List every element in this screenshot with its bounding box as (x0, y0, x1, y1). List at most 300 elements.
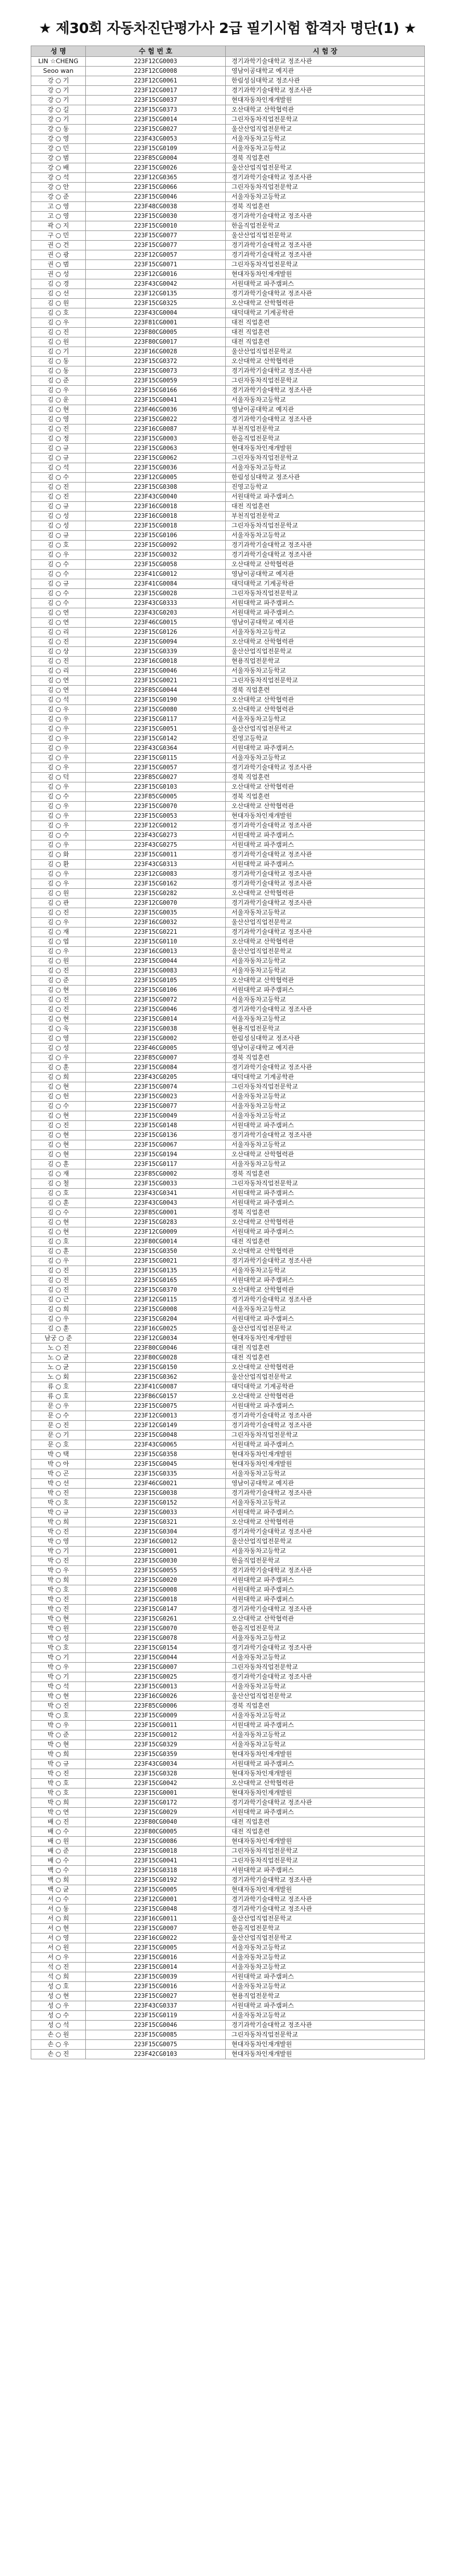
table-row (31, 647, 425, 657)
cell-exam-number: 223F15CG0011 (86, 850, 226, 860)
cell-exam-number: 223F15CG0032 (86, 550, 226, 560)
cell-exam-site: 현대자동차인재개발원 (226, 1885, 425, 1895)
cell-exam-number: 223F12CG0034 (86, 1334, 226, 1343)
cell-exam-number: 223F15CG0335 (86, 1469, 226, 1479)
cell-name: 박 ○ 준 (31, 1730, 86, 1740)
cell-name: 김 ○ 우 (31, 869, 86, 879)
table-row (31, 1092, 425, 1102)
table-row (31, 753, 425, 763)
cell-name: 김 ○ 연 (31, 676, 86, 686)
table-row (31, 608, 425, 618)
cell-exam-number: 223F43CG0004 (86, 308, 226, 318)
cell-name: 박 ○ 희 (31, 1518, 86, 1527)
cell-exam-site: 대전 직업훈련 (226, 1817, 425, 1827)
table-row (31, 1498, 425, 1508)
cell-name: 박 ○ 현 (31, 1740, 86, 1750)
cell-exam-number: 223F15CG0070 (86, 1624, 226, 1634)
cell-exam-site: 현용직업전문학교 (226, 1992, 425, 2001)
cell-exam-number: 223F16CG0022 (86, 1934, 226, 1943)
cell-name: 문 ○ 진 (31, 1421, 86, 1431)
table-row (31, 328, 425, 337)
cell-exam-site: 경기과학기술대학교 정조사관 (226, 821, 425, 831)
table-row (31, 1566, 425, 1576)
cell-exam-number: 223F15CG0055 (86, 1566, 226, 1576)
cell-exam-number: 223F43CG0203 (86, 608, 226, 618)
table-row (31, 366, 425, 376)
cell-name: 서 ○ 수 (31, 1895, 86, 1905)
cell-exam-site: 경북 직업훈련 (226, 154, 425, 163)
cell-exam-site: 경기과학기술대학교 정조사관 (226, 1295, 425, 1305)
cell-name: 김 ○ 진 (31, 328, 86, 337)
cell-name: 김 ○ 원 (31, 337, 86, 347)
table-row (31, 1150, 425, 1160)
cell-name: 박 ○ 희 (31, 1750, 86, 1759)
cell-exam-number: 223F15CG0350 (86, 1247, 226, 1256)
cell-exam-number: 223F15CG0020 (86, 1576, 226, 1585)
cell-name: 김 ○ 우 (31, 724, 86, 734)
table-row (31, 318, 425, 328)
cell-name: 강 ○ 기 (31, 76, 86, 86)
table-row (31, 1044, 425, 1053)
table-row (31, 1111, 425, 1121)
cell-exam-number: 223F15CG0008 (86, 1305, 226, 1314)
cell-name: 박 ○ 희 (31, 1798, 86, 1808)
cell-exam-site: 영남이공대학교 예지관 (226, 618, 425, 628)
cell-name: 서 ○ 현 (31, 1924, 86, 1934)
cell-exam-site: 경기과학기술대학교 정조사관 (226, 898, 425, 908)
cell-exam-site: 서울자동차고등학교 (226, 1092, 425, 1102)
cell-exam-site: 서울자동차고등학교 (226, 1943, 425, 1953)
cell-exam-number: 223F15CG0172 (86, 1798, 226, 1808)
header-exam-number: 수 험 번 호 (86, 46, 226, 57)
cell-name: 박 ○ 현 (31, 1692, 86, 1701)
cell-exam-site: 현대자동차인재개발원 (226, 1450, 425, 1460)
table-row (31, 1053, 425, 1063)
cell-exam-number: 223F12CG0365 (86, 173, 226, 183)
table-row (31, 589, 425, 599)
cell-exam-number: 223F15CG0016 (86, 1953, 226, 1963)
cell-name: 김 ○ 현 (31, 1131, 86, 1140)
cell-exam-site: 경기과학기술대학교 정조사관 (226, 289, 425, 299)
cell-exam-number: 223F15CG0010 (86, 221, 226, 231)
cell-exam-number: 223F15CG0048 (86, 1431, 226, 1440)
cell-name: 박 ○ 호 (31, 1643, 86, 1653)
table-row (31, 628, 425, 637)
cell-exam-site: 서울자동차고등학교 (226, 995, 425, 1005)
cell-exam-site: 서울자동차고등학교 (226, 1547, 425, 1556)
cell-exam-number: 223F15CG0166 (86, 386, 226, 395)
table-row (31, 570, 425, 579)
cell-name: 김 ○ 규 (31, 454, 86, 463)
table-row (31, 715, 425, 724)
cell-name: 석 ○ 희 (31, 1972, 86, 1982)
cell-exam-site: 한올직업전문학교 (226, 1624, 425, 1634)
cell-exam-site: 서울자동차고등학교 (226, 1498, 425, 1508)
cell-exam-number: 223F12CG0013 (86, 1411, 226, 1421)
table-row (31, 434, 425, 444)
cell-exam-number: 223F15CG0035 (86, 908, 226, 918)
cell-exam-number: 223F15CG0084 (86, 1063, 226, 1073)
table-row (31, 1827, 425, 1837)
cell-name: 서 ○ 원 (31, 1943, 86, 1953)
table-row (31, 1382, 425, 1392)
cell-exam-number: 223F15CG0147 (86, 1605, 226, 1614)
cell-exam-site: 경북 직업훈련 (226, 202, 425, 212)
cell-exam-site: 경북 직업훈련 (226, 1169, 425, 1179)
cell-name: 김 ○ 진 (31, 483, 86, 492)
cell-name: 김 ○ 진 (31, 492, 86, 502)
cell-name: 강 ○ 기 (31, 96, 86, 105)
table-row (31, 1218, 425, 1227)
table-row (31, 173, 425, 183)
cell-exam-number: 223F15CG0304 (86, 1527, 226, 1537)
cell-name: 박 ○ 진 (31, 1556, 86, 1566)
table-row (31, 2001, 425, 2011)
cell-exam-site: 서울자동차고등학교 (226, 1305, 425, 1314)
cell-exam-number: 223F15CG0119 (86, 2011, 226, 2021)
cell-exam-site: 대덕대학교 기계공학관 (226, 579, 425, 589)
cell-name: 강 ○ 기 (31, 86, 86, 96)
cell-exam-site: 오산대학교 산학협력관 (226, 1218, 425, 1227)
cell-exam-number: 223F15CG0001 (86, 1547, 226, 1556)
cell-exam-number: 223F15CG0062 (86, 454, 226, 463)
cell-exam-site: 경기과학기술대학교 정조사관 (226, 366, 425, 376)
cell-name: 손 ○ 원 (31, 2030, 86, 2040)
cell-exam-number: 223F15CG0117 (86, 1160, 226, 1169)
cell-exam-site: 경기과학기술대학교 정조사관 (226, 928, 425, 937)
cell-exam-site: 한림성심대학교 정조사관 (226, 76, 425, 86)
table-row (31, 1817, 425, 1827)
table-row (31, 1934, 425, 1943)
cell-exam-number: 223F15CG0328 (86, 1769, 226, 1779)
cell-name: 김 ○ 수 (31, 1208, 86, 1218)
cell-exam-site: 서원대학교 파주캠퍼스 (226, 1585, 425, 1595)
table-row (31, 724, 425, 734)
cell-exam-site: 부천직업전문학교 (226, 424, 425, 434)
cell-exam-site: 경기과학기술대학교 정조사관 (226, 1895, 425, 1905)
table-row (31, 541, 425, 550)
cell-exam-site: 울산산업직업전문학교 (226, 231, 425, 241)
cell-exam-number: 223F15CG0013 (86, 1682, 226, 1692)
cell-name: 서 ○ 동 (31, 1905, 86, 1914)
cell-exam-site: 서울자동차고등학교 (226, 1266, 425, 1276)
cell-exam-number: 223F15CG0359 (86, 1750, 226, 1759)
cell-exam-number: 223F15CG0372 (86, 357, 226, 366)
cell-exam-number: 223F43CG0333 (86, 599, 226, 608)
cell-exam-site: 현대자동차인재개발원 (226, 2050, 425, 2059)
cell-exam-number: 223F15CG0282 (86, 889, 226, 898)
table-row (31, 831, 425, 840)
cell-name: 박 ○ 원 (31, 1624, 86, 1634)
cell-exam-number: 223F15CG0085 (86, 2030, 226, 2040)
cell-exam-number: 223F85CG0002 (86, 1169, 226, 1179)
cell-exam-number: 223F16CG0012 (86, 1537, 226, 1547)
cell-exam-number: 223F15CG0325 (86, 299, 226, 308)
cell-exam-site: 경기과학기술대학교 정조사관 (226, 173, 425, 183)
cell-name: 김 ○ 진 (31, 1121, 86, 1131)
cell-exam-site: 그린자동차직업전문학교 (226, 115, 425, 125)
table-row (31, 1595, 425, 1605)
table-row (31, 1024, 425, 1034)
cell-exam-site: 서울자동차고등학교 (226, 908, 425, 918)
cell-exam-site: 서울자동차고등학교 (226, 966, 425, 976)
cell-name: 박 ○ 우 (31, 1721, 86, 1730)
table-row (31, 192, 425, 202)
cell-exam-number: 223F15CG0077 (86, 231, 226, 241)
table-row (31, 560, 425, 570)
cell-exam-site: 경기과학기술대학교 정조사관 (226, 241, 425, 250)
cell-exam-number: 223F15CG0261 (86, 1614, 226, 1624)
cell-exam-site: 한림성심대학교 정조사관 (226, 1034, 425, 1044)
table-row (31, 463, 425, 473)
cell-exam-number: 223F15CG0051 (86, 724, 226, 734)
table-row (31, 1411, 425, 1421)
cell-name: 김 ○ 우 (31, 715, 86, 724)
cell-name: 강 ○ 민 (31, 144, 86, 154)
table-row (31, 1798, 425, 1808)
table-row (31, 154, 425, 163)
cell-exam-site: 대전 직업훈련 (226, 328, 425, 337)
cell-exam-number: 223F15CG0005 (86, 1943, 226, 1953)
cell-name: 구 ○ 민 (31, 231, 86, 241)
cell-exam-site: 오산대학교 산학협력관 (226, 889, 425, 898)
cell-name: 손 ○ 진 (31, 2050, 86, 2059)
cell-name: 강 ○ 안 (31, 183, 86, 192)
cell-exam-number: 223F15CG0046 (86, 666, 226, 676)
cell-name: 김 ○ 우 (31, 840, 86, 850)
cell-exam-site: 대전 직업훈련 (226, 502, 425, 512)
cell-name: 김 ○ 호 (31, 1237, 86, 1247)
cell-name: 박 ○ 진 (31, 1701, 86, 1711)
cell-name: 김 ○ 석 (31, 695, 86, 705)
table-header (31, 46, 425, 57)
cell-exam-number: 223F15CG0049 (86, 1111, 226, 1121)
cell-name: 박 ○ 석 (31, 1682, 86, 1692)
table-row (31, 1440, 425, 1450)
table-row (31, 918, 425, 928)
cell-exam-site: 서울자동차고등학교 (226, 957, 425, 966)
cell-exam-number: 223F15CG0318 (86, 1866, 226, 1876)
cell-exam-number: 223F15CG0027 (86, 125, 226, 134)
table-row (31, 763, 425, 773)
cell-exam-site: 현대자동차인재개발원 (226, 2040, 425, 2050)
table-row (31, 1963, 425, 1972)
table-row (31, 1982, 425, 1992)
cell-exam-number: 223F41CG0012 (86, 570, 226, 579)
cell-name: 김 ○ 원 (31, 299, 86, 308)
cell-name: 김 ○ 진 (31, 1005, 86, 1015)
cell-name: 김 ○ 수 (31, 599, 86, 608)
table-row (31, 1431, 425, 1440)
cell-name: 김 ○ 우 (31, 386, 86, 395)
table-row (31, 1005, 425, 1015)
table-row (31, 512, 425, 521)
table-row (31, 1876, 425, 1885)
cell-name: 김 ○ 영 (31, 1034, 86, 1044)
table-row (31, 1256, 425, 1266)
cell-name: 김 ○ 진 (31, 1276, 86, 1285)
cell-exam-site: 오산대학교 산학협력관 (226, 782, 425, 792)
table-row (31, 695, 425, 705)
cell-exam-site: 서원대학교 파주캠퍼스 (226, 1314, 425, 1324)
cell-exam-site: 경기과학기술대학교 정조사관 (226, 386, 425, 395)
cell-exam-number: 223F15CG0045 (86, 1460, 226, 1469)
cell-name: 김 ○ 현 (31, 1218, 86, 1227)
cell-exam-number: 223F85CG0044 (86, 686, 226, 695)
cell-name: 고 ○ 영 (31, 212, 86, 221)
cell-name: 김 ○ 관 (31, 898, 86, 908)
cell-name: 김 ○ 현 (31, 1111, 86, 1121)
cell-exam-site: 오산대학교 산학협력관 (226, 1285, 425, 1295)
cell-name: 박 ○ 곤 (31, 1469, 86, 1479)
table-row (31, 734, 425, 744)
cell-exam-site: 대덕대학교 기계공학관 (226, 308, 425, 318)
table-row (31, 860, 425, 869)
cell-exam-site: 경기과학기술대학교 정조사관 (226, 86, 425, 96)
cell-name: LIN ☆CHENG (31, 57, 86, 67)
cell-name: 노 ○ 균 (31, 1363, 86, 1373)
cell-exam-number: 223F15CG0046 (86, 192, 226, 202)
cell-exam-site: 경기과학기술대학교 정조사관 (226, 2021, 425, 2030)
cell-exam-number: 223F42CG0103 (86, 2050, 226, 2059)
table-row (31, 454, 425, 463)
cell-exam-number: 223F15CG0150 (86, 1363, 226, 1373)
table-row (31, 1808, 425, 1817)
table-row (31, 1314, 425, 1324)
cell-name: 백 ○ 수 (31, 1866, 86, 1876)
cell-name: 김 ○ 수 (31, 831, 86, 840)
cell-exam-site: 그린자동차직업전문학교 (226, 2030, 425, 2040)
cell-exam-site: 서원대학교 파주캠퍼스 (226, 2001, 425, 2011)
cell-name: 김 ○ 선 (31, 289, 86, 299)
cell-exam-site: 경기과학기술대학교 정조사관 (226, 212, 425, 221)
cell-name: 김 ○ 우 (31, 705, 86, 715)
cell-exam-site: 서울자동차고등학교 (226, 1653, 425, 1663)
cell-exam-site: 대덕대학교 기계공학관 (226, 1382, 425, 1392)
table-row (31, 2030, 425, 2040)
cell-exam-number: 223F15CG0071 (86, 260, 226, 270)
cell-exam-site: 현대자동차인재개발원 (226, 444, 425, 454)
table-row (31, 1585, 425, 1595)
table-row (31, 1102, 425, 1111)
cell-name: 김 ○ 리 (31, 666, 86, 676)
cell-exam-site: 오산대학교 산학협력관 (226, 357, 425, 366)
table-row (31, 666, 425, 676)
cell-exam-site: 오산대학교 산학협력관 (226, 1363, 425, 1373)
table-row (31, 1537, 425, 1547)
cell-exam-number: 223F15CG0023 (86, 1092, 226, 1102)
table-row (31, 1169, 425, 1179)
cell-exam-site: 한올직업전문학교 (226, 1556, 425, 1566)
cell-exam-site: 경기과학기술대학교 정조사관 (226, 1131, 425, 1140)
cell-exam-site: 울산산업직업전문학교 (226, 947, 425, 957)
cell-name: 강 ○ 범 (31, 154, 86, 163)
cell-exam-number: 223F80CG0005 (86, 1827, 226, 1837)
table-row (31, 1885, 425, 1895)
header-row (31, 46, 425, 57)
cell-name: 김 ○ 희 (31, 1305, 86, 1314)
cell-exam-site: 서원대학교 파주캠퍼스 (226, 1121, 425, 1131)
cell-name: 박 ○ 호 (31, 1498, 86, 1508)
cell-exam-number: 223F12CG0017 (86, 86, 226, 96)
cell-name: 강 ○ 동 (31, 125, 86, 134)
cell-exam-number: 223F15CG0003 (86, 434, 226, 444)
table-row (31, 57, 425, 67)
cell-name: 김 ○ 진 (31, 637, 86, 647)
cell-exam-site: 울산산업직업전문학교 (226, 647, 425, 657)
cell-exam-site: 서울자동차고등학교 (226, 1102, 425, 1111)
cell-name: 김 ○ 환 (31, 860, 86, 869)
cell-exam-number: 223F15CG0038 (86, 1489, 226, 1498)
table-row (31, 1779, 425, 1788)
cell-exam-site: 서원대학교 파주캠퍼스 (226, 1595, 425, 1605)
cell-exam-number: 223F15CG0142 (86, 734, 226, 744)
cell-exam-site: 그린자동차직업전문학교 (226, 1431, 425, 1440)
cell-exam-site: 서울자동차고등학교 (226, 715, 425, 724)
table-row (31, 521, 425, 531)
cell-exam-site: 오산대학교 산학협력관 (226, 1392, 425, 1402)
cell-exam-site: 현대자동차인재개발원 (226, 1750, 425, 1759)
table-row (31, 1614, 425, 1624)
table-row (31, 96, 425, 105)
cell-exam-site: 경북 직업훈련 (226, 773, 425, 782)
table-row (31, 1450, 425, 1460)
table-row (31, 1160, 425, 1169)
cell-exam-number: 223F15CG0074 (86, 1082, 226, 1092)
table-row (31, 1508, 425, 1518)
cell-exam-site: 그린자동차직업전문학교 (226, 454, 425, 463)
cell-exam-site: 서원대학교 파주캠퍼스 (226, 1276, 425, 1285)
cell-exam-site: 현대자동차인재개발원 (226, 96, 425, 105)
table-row (31, 1460, 425, 1469)
cell-exam-site: 서원대학교 파주캠퍼스 (226, 986, 425, 995)
cell-exam-site: 진영고등학교 (226, 734, 425, 744)
table-row (31, 1373, 425, 1382)
cell-exam-site: 울산산업직업전문학교 (226, 1692, 425, 1701)
cell-exam-site: 영남이공대학교 예지관 (226, 1479, 425, 1489)
table-row (31, 134, 425, 144)
table-row (31, 492, 425, 502)
cell-exam-number: 223F15CG0092 (86, 541, 226, 550)
cell-exam-number: 223F15CG0041 (86, 395, 226, 405)
cell-exam-site: 한올직업전문학교 (226, 1924, 425, 1934)
cell-exam-site: 경기과학기술대학교 정조사관 (226, 763, 425, 773)
cell-exam-number: 223F43CG0040 (86, 492, 226, 502)
table-row (31, 357, 425, 366)
table-row (31, 1266, 425, 1276)
cell-exam-number: 223F15CG0194 (86, 1150, 226, 1160)
cell-name: 강 ○ 배 (31, 163, 86, 173)
cell-exam-site: 서울자동차고등학교 (226, 192, 425, 202)
cell-exam-number: 223F15CG0075 (86, 2040, 226, 2050)
cell-exam-site: 울산산업직업전문학교 (226, 1934, 425, 1943)
cell-exam-site: 서울자동차고등학교 (226, 628, 425, 637)
cell-exam-number: 223F15CG0005 (86, 1885, 226, 1895)
cell-exam-site: 그린자동차직업전문학교 (226, 1847, 425, 1856)
cell-exam-number: 223F15CG0321 (86, 1518, 226, 1527)
table-row (31, 1856, 425, 1866)
cell-exam-number: 223F16CG0013 (86, 947, 226, 957)
cell-exam-number: 223F15CG0117 (86, 715, 226, 724)
table-row (31, 966, 425, 976)
table-row (31, 270, 425, 279)
table-row (31, 1924, 425, 1934)
table-row (31, 1634, 425, 1643)
table-row (31, 502, 425, 512)
cell-exam-number: 223F15CG0115 (86, 753, 226, 763)
cell-exam-number: 223F15CG0011 (86, 1721, 226, 1730)
cell-name: 김 ○ 규 (31, 502, 86, 512)
